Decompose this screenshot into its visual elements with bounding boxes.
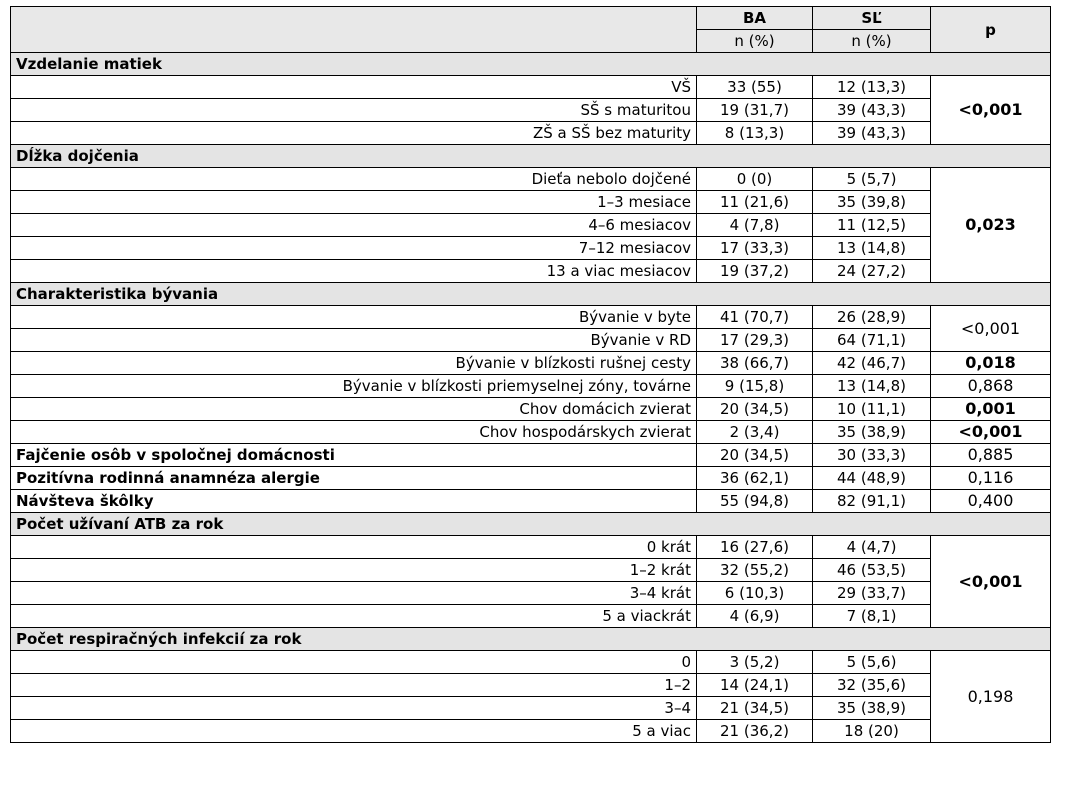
cell-ba: 20 (34,5)	[697, 444, 813, 467]
table-row	[11, 168, 1051, 191]
row-label: Bývanie v RD	[11, 329, 697, 352]
section-row	[11, 283, 1051, 306]
table-row	[11, 720, 1051, 743]
section-row	[11, 53, 1051, 76]
section-title-atb: Počet užívaní ATB za rok	[11, 513, 1051, 536]
cell-ba: 2 (3,4)	[697, 421, 813, 444]
table-row	[11, 99, 1051, 122]
cell-ba: 21 (34,5)	[697, 697, 813, 720]
section-row	[11, 145, 1051, 168]
unit-ba: n (%)	[697, 30, 813, 53]
cell-ba: 38 (66,7)	[697, 352, 813, 375]
cell-ba: 33 (55)	[697, 76, 813, 99]
cell-ba: 41 (70,7)	[697, 306, 813, 329]
cell-ba: 17 (29,3)	[697, 329, 813, 352]
cell-ba: 32 (55,2)	[697, 559, 813, 582]
cell-p: 0,023	[931, 168, 1051, 283]
cell-sl: 82 (91,1)	[813, 490, 931, 513]
cell-ba: 3 (5,2)	[697, 651, 813, 674]
row-label: 1–3 mesiace	[11, 191, 697, 214]
cell-p: 0,018	[931, 352, 1051, 375]
cell-sl: 26 (28,9)	[813, 306, 931, 329]
cell-sl: 24 (27,2)	[813, 260, 931, 283]
cell-sl: 35 (38,9)	[813, 697, 931, 720]
cell-ba: 8 (13,3)	[697, 122, 813, 145]
table-row	[11, 260, 1051, 283]
row-label: Dieťa nebolo dojčené	[11, 168, 697, 191]
cell-sl: 30 (33,3)	[813, 444, 931, 467]
row-label: Pozitívna rodinná anamnéza alergie	[11, 467, 697, 490]
row-label: ZŠ a SŠ bez maturity	[11, 122, 697, 145]
cell-ba: 55 (94,8)	[697, 490, 813, 513]
cell-ba: 36 (62,1)	[697, 467, 813, 490]
table-row	[11, 306, 1051, 329]
cell-p: 0,885	[931, 444, 1051, 467]
header-blank	[11, 7, 697, 53]
cell-p: <0,001	[931, 306, 1051, 352]
row-label: Návšteva škôlky	[11, 490, 697, 513]
section-title-byvanie: Charakteristika bývania	[11, 283, 1051, 306]
cell-ba: 11 (21,6)	[697, 191, 813, 214]
table-row	[11, 76, 1051, 99]
table-row	[11, 237, 1051, 260]
table-row	[11, 421, 1051, 444]
row-label: Bývanie v blízkosti priemyselnej zóny, továrne	[11, 375, 697, 398]
cell-sl: 42 (46,7)	[813, 352, 931, 375]
table-row	[11, 467, 1051, 490]
row-label: 3–4 krát	[11, 582, 697, 605]
cell-sl: 44 (48,9)	[813, 467, 931, 490]
cell-sl: 4 (4,7)	[813, 536, 931, 559]
table-row	[11, 651, 1051, 674]
cell-ba: 6 (10,3)	[697, 582, 813, 605]
table-row	[11, 122, 1051, 145]
table-row	[11, 697, 1051, 720]
table-row	[11, 490, 1051, 513]
cell-ba: 19 (37,2)	[697, 260, 813, 283]
cell-sl: 11 (12,5)	[813, 214, 931, 237]
cell-p: <0,001	[931, 421, 1051, 444]
header-sl: SĽ	[813, 7, 931, 30]
unit-sl: n (%)	[813, 30, 931, 53]
data-table	[10, 6, 1051, 743]
row-label: 1–2	[11, 674, 697, 697]
table-row	[11, 582, 1051, 605]
table-row	[11, 674, 1051, 697]
cell-sl: 13 (14,8)	[813, 375, 931, 398]
row-label: 5 a viackrát	[11, 605, 697, 628]
section-row	[11, 513, 1051, 536]
cell-sl: 39 (43,3)	[813, 99, 931, 122]
section-title-infekcie: Počet respiračných infekcií za rok	[11, 628, 1051, 651]
cell-sl: 35 (39,8)	[813, 191, 931, 214]
cell-p: <0,001	[931, 76, 1051, 145]
cell-sl: 64 (71,1)	[813, 329, 931, 352]
header-ba: BA	[697, 7, 813, 30]
row-label: VŠ	[11, 76, 697, 99]
row-label: Fajčenie osôb v spoločnej domácnosti	[11, 444, 697, 467]
row-label: 7–12 mesiacov	[11, 237, 697, 260]
cell-sl: 13 (14,8)	[813, 237, 931, 260]
cell-ba: 4 (7,8)	[697, 214, 813, 237]
cell-ba: 19 (31,7)	[697, 99, 813, 122]
cell-ba: 9 (15,8)	[697, 375, 813, 398]
cell-p: 0,116	[931, 467, 1051, 490]
cell-sl: 39 (43,3)	[813, 122, 931, 145]
row-label: Chov hospodárskych zvierat	[11, 421, 697, 444]
row-label: 1–2 krát	[11, 559, 697, 582]
table-row	[11, 398, 1051, 421]
header-row	[11, 7, 1051, 30]
cell-p: 0,198	[931, 651, 1051, 743]
header-p: p	[931, 7, 1051, 53]
row-label: 0	[11, 651, 697, 674]
cell-ba: 14 (24,1)	[697, 674, 813, 697]
section-row	[11, 628, 1051, 651]
cell-sl: 5 (5,6)	[813, 651, 931, 674]
cell-sl: 7 (8,1)	[813, 605, 931, 628]
cell-p: 0,868	[931, 375, 1051, 398]
cell-ba: 20 (34,5)	[697, 398, 813, 421]
table-row	[11, 191, 1051, 214]
cell-ba: 17 (33,3)	[697, 237, 813, 260]
cell-sl: 12 (13,3)	[813, 76, 931, 99]
cell-p: 0,001	[931, 398, 1051, 421]
cell-sl: 5 (5,7)	[813, 168, 931, 191]
table-row	[11, 605, 1051, 628]
table-row	[11, 329, 1051, 352]
section-title-vzdelanie: Vzdelanie matiek	[11, 53, 1051, 76]
table-row	[11, 352, 1051, 375]
table-row	[11, 214, 1051, 237]
row-label: 13 a viac mesiacov	[11, 260, 697, 283]
cell-sl: 35 (38,9)	[813, 421, 931, 444]
row-label: SŠ s maturitou	[11, 99, 697, 122]
row-label: 4–6 mesiacov	[11, 214, 697, 237]
row-label: Bývanie v blízkosti rušnej cesty	[11, 352, 697, 375]
cell-ba: 16 (27,6)	[697, 536, 813, 559]
cell-sl: 32 (35,6)	[813, 674, 931, 697]
cell-p: 0,400	[931, 490, 1051, 513]
row-label: 0 krát	[11, 536, 697, 559]
row-label: Chov domácich zvierat	[11, 398, 697, 421]
cell-ba: 4 (6,9)	[697, 605, 813, 628]
row-label: 3–4	[11, 697, 697, 720]
row-label: Bývanie v byte	[11, 306, 697, 329]
table-row	[11, 375, 1051, 398]
cell-sl: 18 (20)	[813, 720, 931, 743]
section-title-dojcenie: Dĺžka dojčenia	[11, 145, 1051, 168]
table-row	[11, 536, 1051, 559]
table-row	[11, 444, 1051, 467]
cell-ba: 21 (36,2)	[697, 720, 813, 743]
cell-sl: 29 (33,7)	[813, 582, 931, 605]
table-row	[11, 559, 1051, 582]
cell-ba: 0 (0)	[697, 168, 813, 191]
cell-sl: 46 (53,5)	[813, 559, 931, 582]
cell-p: <0,001	[931, 536, 1051, 628]
cell-sl: 10 (11,1)	[813, 398, 931, 421]
row-label: 5 a viac	[11, 720, 697, 743]
